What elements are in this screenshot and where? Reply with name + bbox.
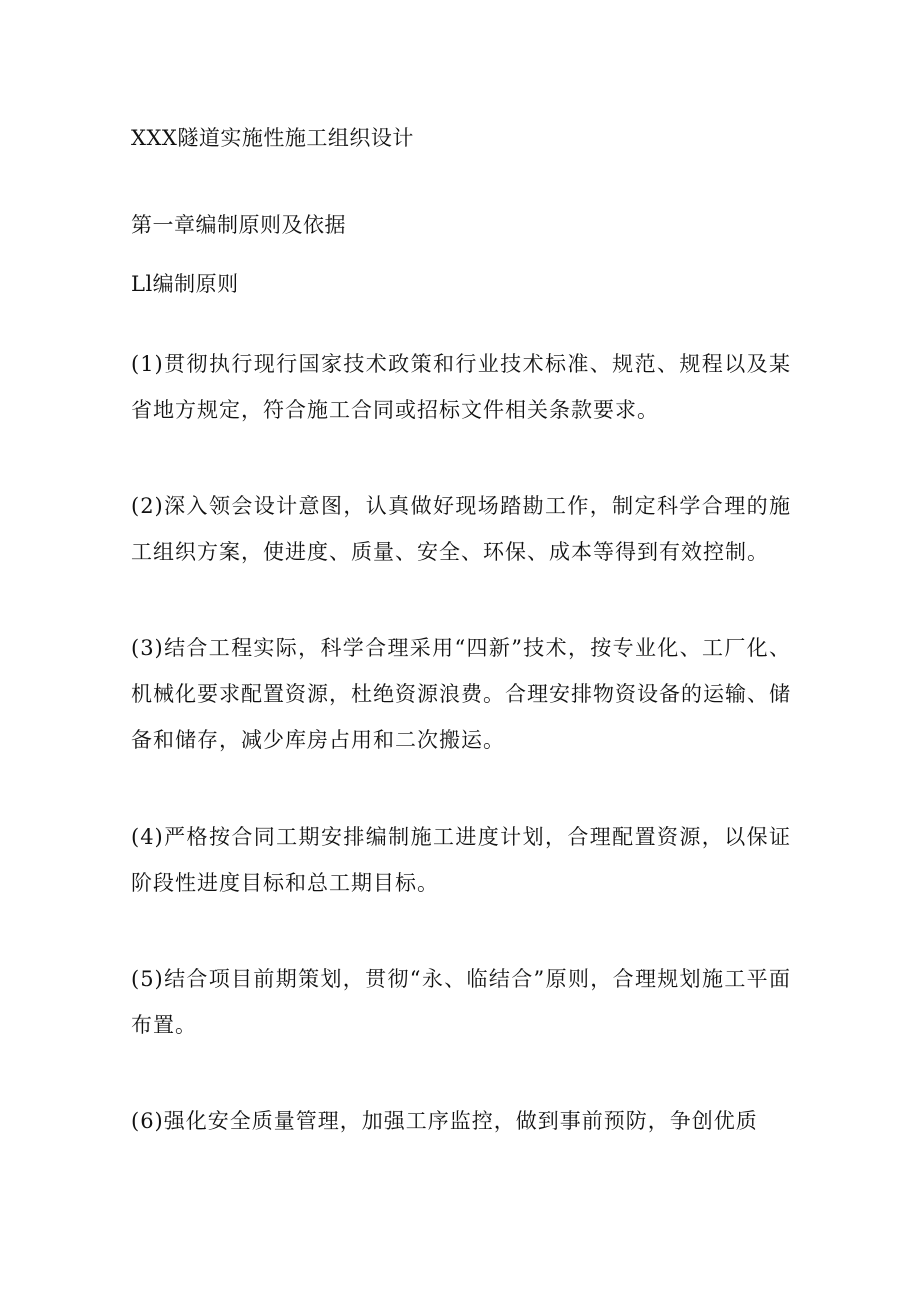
paragraph-2: (2)深入领会设计意图，认真做好现场踏勘工作，制定科学合理的施工组织方案，使进度、质量、安全、环保、成本等得到有效控制。: [131, 494, 791, 564]
paragraph-3: (3)结合工程实际，科学合理采用“四新”技术，按专业化、工厂化、机械化要求配置资源，杜绝资源浪费。合理安排物资设备的运输、储备和储存，减少库房占用和二次搬运。: [131, 636, 791, 752]
paragraph-6: (6)强化安全质量管理，加强工序监控，做到事前预防，争创优质: [131, 1109, 758, 1133]
paragraph-4: (4)严格按合同工期安排编制施工进度计划，合理配置资源，以保证阶段性进度目标和总工期目标。: [131, 825, 791, 895]
paragraph-5: (5)结合项目前期策划，贯彻“永、临结合”原则，合理规划施工平面布置。: [131, 967, 791, 1037]
section-heading: Ll编制原则: [131, 272, 239, 296]
document-title: XXX隧道实施性施工组织设计: [131, 126, 414, 150]
chapter-heading: 第一章编制原则及依据: [131, 213, 346, 237]
paragraph-1: (1)贯彻执行现行国家技术政策和行业技术标准、规范、规程以及某省地方规定，符合施工合同或招标文件相关条款要求。: [131, 352, 791, 422]
